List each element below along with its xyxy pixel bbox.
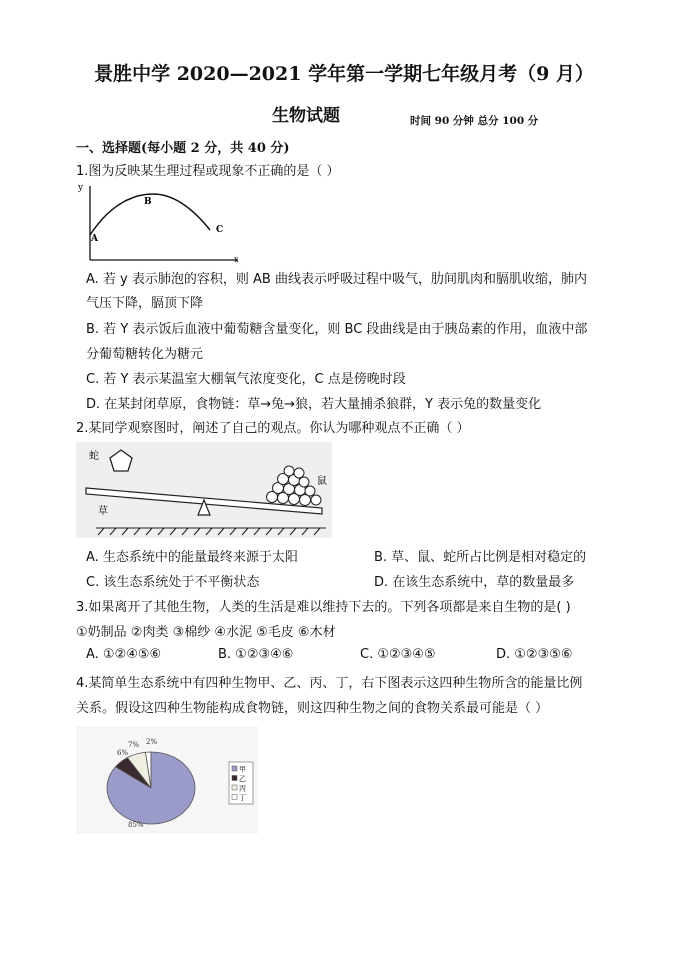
pie-legend-label-4: 丁	[239, 794, 246, 802]
q1-option-b-line1: B. 若 Y 表示饭后血液中葡萄糖含量变化，则 BC 段曲线是由于胰岛素的作用，血液中部	[86, 322, 588, 337]
q2-snake-label: 蛇	[89, 451, 99, 462]
pie-data-label-1: 85%	[128, 821, 144, 829]
exam-time-score: 时间 90 分钟 总分 100 分	[410, 115, 539, 127]
q3-option-a: A. ①②④⑤⑥	[86, 647, 162, 662]
pie-data-label-3: 7%	[128, 741, 140, 749]
pie-legend-swatch-4	[232, 795, 237, 800]
q3-items: ①奶制品 ②肉类 ③棉纱 ④水泥 ⑤毛皮 ⑥木材	[76, 625, 336, 640]
pie-legend-swatch-1	[232, 766, 237, 771]
pie-data-label-2: 6%	[117, 749, 129, 757]
q1-option-a-line2: 气压下降，膈顶下降	[86, 296, 204, 311]
q1-option-d: D. 在某封闭草原，食物链：草→兔→狼，若大量捕杀狼群，Y 表示兔的数量变化	[86, 397, 542, 412]
q3-option-b: B. ①②③④⑥	[218, 647, 294, 662]
pie-legend-label-1: 甲	[239, 765, 246, 774]
question-4-stem-line1: 4.某简单生态系统中有四种生物甲、乙、丙、丁，右下图表示这四种生物所含的能量比例	[76, 676, 583, 691]
q2-option-b: B. 草、鼠、蛇所占比例是相对稳定的	[374, 550, 587, 565]
q1-option-a-line1: A. 若 y 表示肺泡的容积，则 AB 曲线表示呼吸过程中吸气，肋间肌肉和膈肌收缩，肺内	[86, 272, 587, 287]
q1-point-b: B	[144, 197, 152, 207]
q4-pie-chart	[76, 726, 258, 834]
pie-legend-label-3: 丙	[239, 784, 246, 793]
q1-option-b-line2: 分葡萄糖转化为糖元	[86, 347, 204, 362]
section-heading: 一、选择题(每小题 2 分，共 40 分)	[76, 141, 290, 156]
question-3-stem: 3.如果离开了其他生物，人类的生活是难以维持下去的。下列各项都是来自生物的是( )	[76, 600, 571, 615]
q3-option-d: D. ①②③⑤⑥	[496, 647, 573, 662]
q2-option-d: D. 在该生态系统中，草的数量最多	[374, 575, 575, 590]
exam-subtitle: 生物试题	[272, 106, 340, 126]
q2-option-a: A. 生态系统中的能量最终来源于太阳	[86, 550, 298, 565]
q2-seesaw-figure	[76, 442, 332, 538]
q1-point-c: C	[216, 225, 224, 235]
question-2-stem: 2.某同学观察图时，阐述了自己的观点。你认为哪种观点不正确（ ）	[76, 421, 470, 436]
pie-data-label-4: 2%	[146, 738, 158, 746]
q1-curve-graph	[78, 180, 248, 266]
q1-x-label: x	[234, 255, 239, 264]
pie-legend-swatch-3	[232, 785, 237, 790]
exam-title: 景胜中学 2020—2021 学年第一学期七年级月考（9 月）	[94, 63, 594, 85]
question-1-stem: 1.图为反映某生理过程或现象不正确的是（ ）	[76, 164, 340, 179]
q2-grass-label: 草	[98, 506, 108, 517]
q3-option-c: C. ①②③④⑤	[360, 647, 436, 662]
pie-legend-label-2: 乙	[239, 775, 246, 783]
q1-option-c: C. 若 Y 表示某温室大棚氧气浓度变化，C 点是傍晚时段	[86, 372, 406, 387]
question-4-stem-line2: 关系。假设这四种生物能构成食物链，则这四种生物之间的食物关系最可能是（ ）	[76, 701, 549, 716]
q1-y-label: y	[78, 183, 84, 193]
pie-legend-swatch-2	[232, 776, 237, 781]
q2-mouse-label: 鼠	[317, 476, 327, 487]
q2-option-c: C. 该生态系统处于不平衡状态	[86, 575, 260, 590]
q1-point-a: A	[91, 234, 98, 244]
